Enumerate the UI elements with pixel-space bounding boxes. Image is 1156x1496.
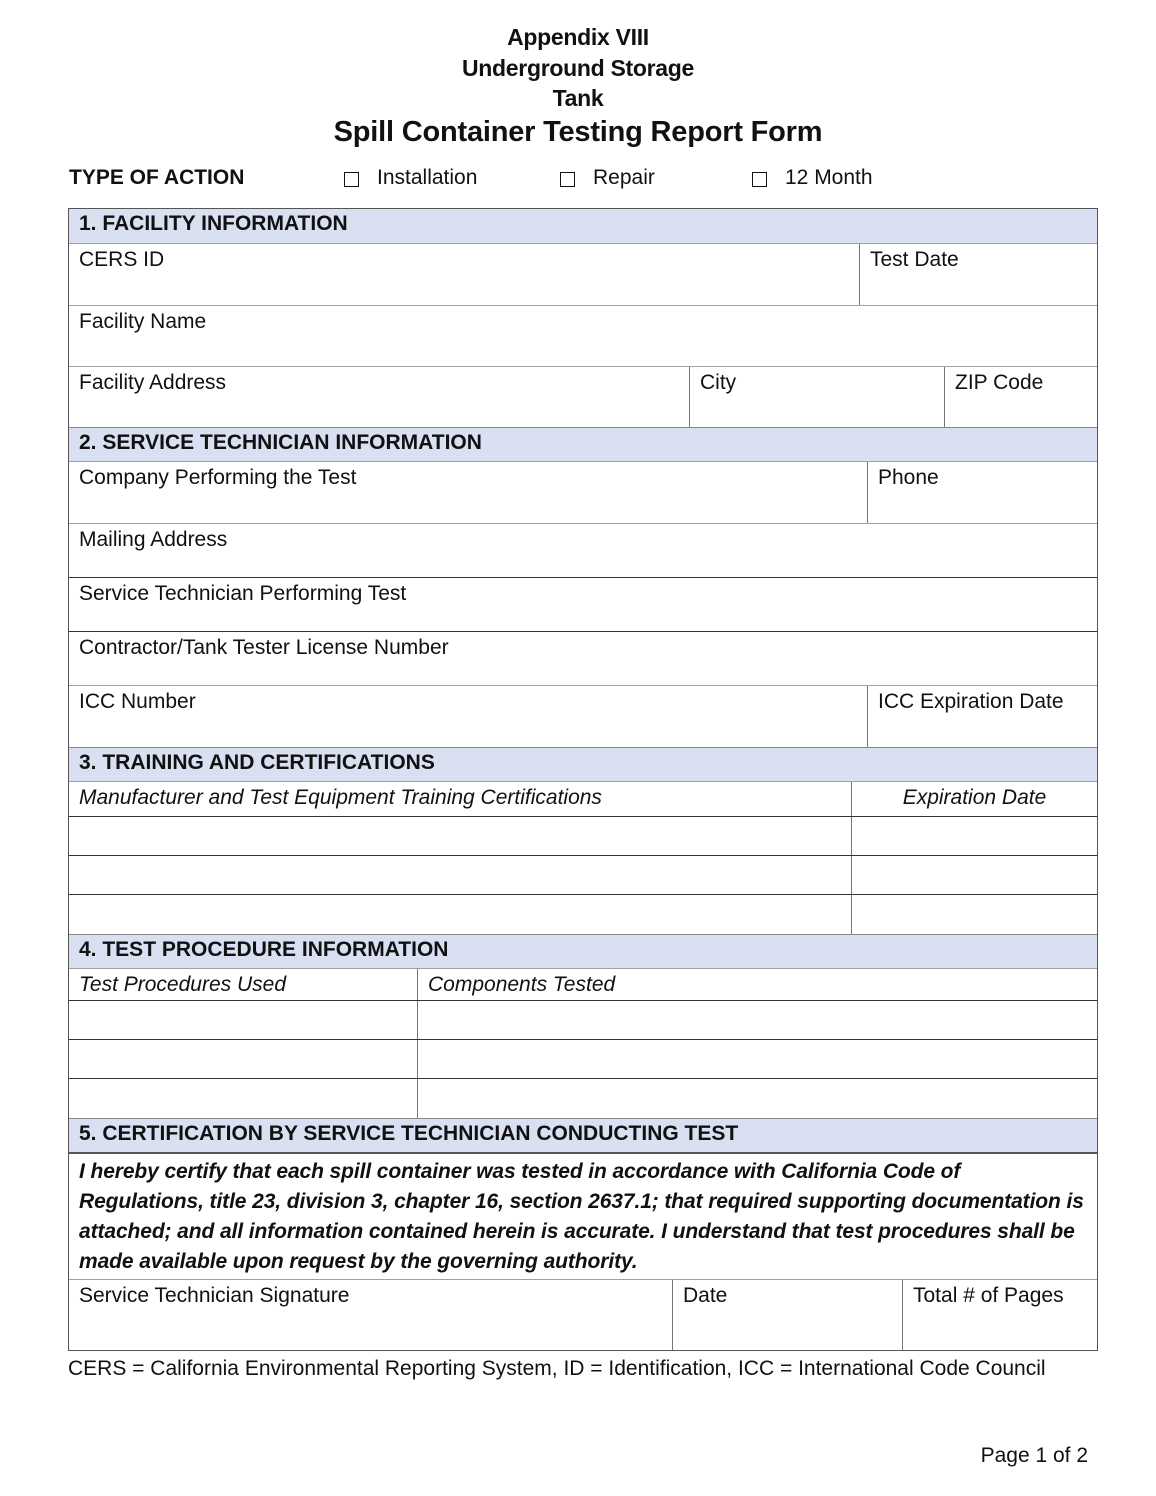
section-2-header (69, 427, 1097, 461)
icc-expiration-field[interactable] (867, 686, 1097, 747)
form-title: Spill Container Testing Report Form (333, 115, 823, 148)
facility-name-field[interactable] (69, 306, 1097, 366)
table-row (69, 816, 1097, 855)
form-row (69, 631, 1097, 685)
option-label: Repair (593, 166, 655, 189)
checkbox-icon[interactable] (560, 172, 575, 187)
option-installation[interactable] (344, 166, 477, 190)
total-pages-field[interactable] (902, 1280, 1097, 1350)
option-label: Installation (377, 166, 478, 189)
field-label: Date (683, 1284, 728, 1307)
section-title: 3. TRAINING AND CERTIFICATIONS (79, 751, 435, 774)
company-field[interactable] (69, 462, 867, 523)
phone-field[interactable] (867, 462, 1097, 523)
section-5-header (69, 1118, 1097, 1152)
type-of-action-label: TYPE OF ACTION (69, 166, 245, 189)
subtitle-line-2: Tank (552, 85, 604, 111)
checkbox-icon[interactable] (344, 172, 359, 187)
section-title: 2. SERVICE TECHNICIAN INFORMATION (79, 431, 482, 454)
option-label: 12 Month (785, 166, 873, 189)
option-repair[interactable] (560, 166, 655, 190)
signature-field[interactable] (69, 1280, 672, 1350)
field-label: Company Performing the Test (79, 466, 357, 489)
zip-code-field[interactable] (944, 367, 1097, 427)
field-label: City (700, 371, 737, 394)
facility-address-field[interactable] (69, 367, 689, 427)
page-number: Page 1 of 2 (980, 1444, 1088, 1467)
form-row (69, 461, 1097, 523)
section-title: 5. CERTIFICATION BY SERVICE TECHNICIAN CONDUCTING TEST (79, 1122, 739, 1145)
field-label: ZIP Code (955, 371, 1044, 394)
form-row (69, 1279, 1097, 1350)
component-tested-cell[interactable] (417, 1001, 1097, 1039)
field-label: ICC Number (79, 690, 196, 713)
icc-number-field[interactable] (69, 686, 867, 747)
test-procedure-cell[interactable] (69, 1079, 417, 1118)
document-header (0, 22, 1156, 150)
table-header-row (69, 968, 1097, 1000)
certification-cell[interactable] (69, 856, 851, 894)
field-label: CERS ID (79, 248, 165, 271)
certification-cell[interactable] (69, 895, 851, 934)
abbreviations-note: CERS = California Environmental Reporting System, ID = Identification, ICC = International Code Council (68, 1357, 1046, 1380)
type-of-action-row (69, 166, 1099, 196)
table-row (69, 1078, 1097, 1118)
section-title: 4. TEST PROCEDURE INFORMATION (79, 938, 449, 961)
license-number-field[interactable] (69, 632, 1097, 685)
table-row (69, 894, 1097, 934)
column-label: Components Tested (428, 973, 616, 996)
field-label: Facility Address (79, 371, 227, 394)
option-12-month[interactable] (752, 166, 873, 190)
section-3-header (69, 747, 1097, 781)
expiration-date-cell[interactable] (851, 817, 1097, 855)
field-label: Service Technician Signature (79, 1284, 350, 1307)
certification-cell[interactable] (69, 817, 851, 855)
table-row (69, 1000, 1097, 1039)
table-header-row (69, 781, 1097, 816)
field-label: Service Technician Performing Test (79, 582, 407, 605)
column-header (417, 969, 1097, 1000)
field-label: Facility Name (79, 310, 207, 333)
section-title: 1. FACILITY INFORMATION (79, 212, 348, 235)
component-tested-cell[interactable] (417, 1079, 1097, 1118)
form-row (69, 523, 1097, 577)
section-1-header (69, 209, 1097, 243)
table-row (69, 855, 1097, 894)
expiration-date-cell[interactable] (851, 895, 1097, 934)
test-date-field[interactable] (859, 244, 1097, 305)
form-row (69, 366, 1097, 427)
date-field[interactable] (672, 1280, 902, 1350)
field-label: Phone (878, 466, 939, 489)
form-row (69, 685, 1097, 747)
technician-field[interactable] (69, 578, 1097, 631)
report-form (68, 208, 1098, 1351)
column-label: Test Procedures Used (79, 973, 286, 996)
column-label: Manufacturer and Test Equipment Training Certifications (79, 786, 602, 809)
form-row (69, 577, 1097, 631)
form-row (69, 243, 1097, 305)
field-label: Total # of Pages (913, 1284, 1064, 1307)
column-header (851, 782, 1097, 816)
field-label: Mailing Address (79, 528, 228, 551)
column-header (69, 969, 417, 1000)
mailing-address-field[interactable] (69, 524, 1097, 577)
city-field[interactable] (689, 367, 944, 427)
section-4-header (69, 934, 1097, 968)
subtitle-line-1: Underground Storage (462, 54, 694, 81)
column-label: Expiration Date (902, 786, 1047, 809)
cers-id-field[interactable] (69, 244, 859, 305)
column-header (69, 782, 851, 816)
field-label: Test Date (870, 248, 959, 271)
field-label: Contractor/Tank Tester License Number (79, 636, 449, 659)
checkbox-icon[interactable] (752, 172, 767, 187)
form-row (69, 305, 1097, 366)
appendix-label: Appendix VIII (507, 24, 649, 50)
field-label: ICC Expiration Date (878, 690, 1064, 713)
component-tested-cell[interactable] (417, 1040, 1097, 1078)
table-row (69, 1039, 1097, 1078)
expiration-date-cell[interactable] (851, 856, 1097, 894)
test-procedure-cell[interactable] (69, 1040, 417, 1078)
test-procedure-cell[interactable] (69, 1001, 417, 1039)
certification-statement: I hereby certify that each spill container was tested in accordance with California Code of Regulations, title 23, division 3, chapter 16, section 2637.1; that required supporting documentation is attached; and all information contained herein is accurate. I understand that test procedures shall be made available upon request by the governing authority. (69, 1152, 1097, 1279)
